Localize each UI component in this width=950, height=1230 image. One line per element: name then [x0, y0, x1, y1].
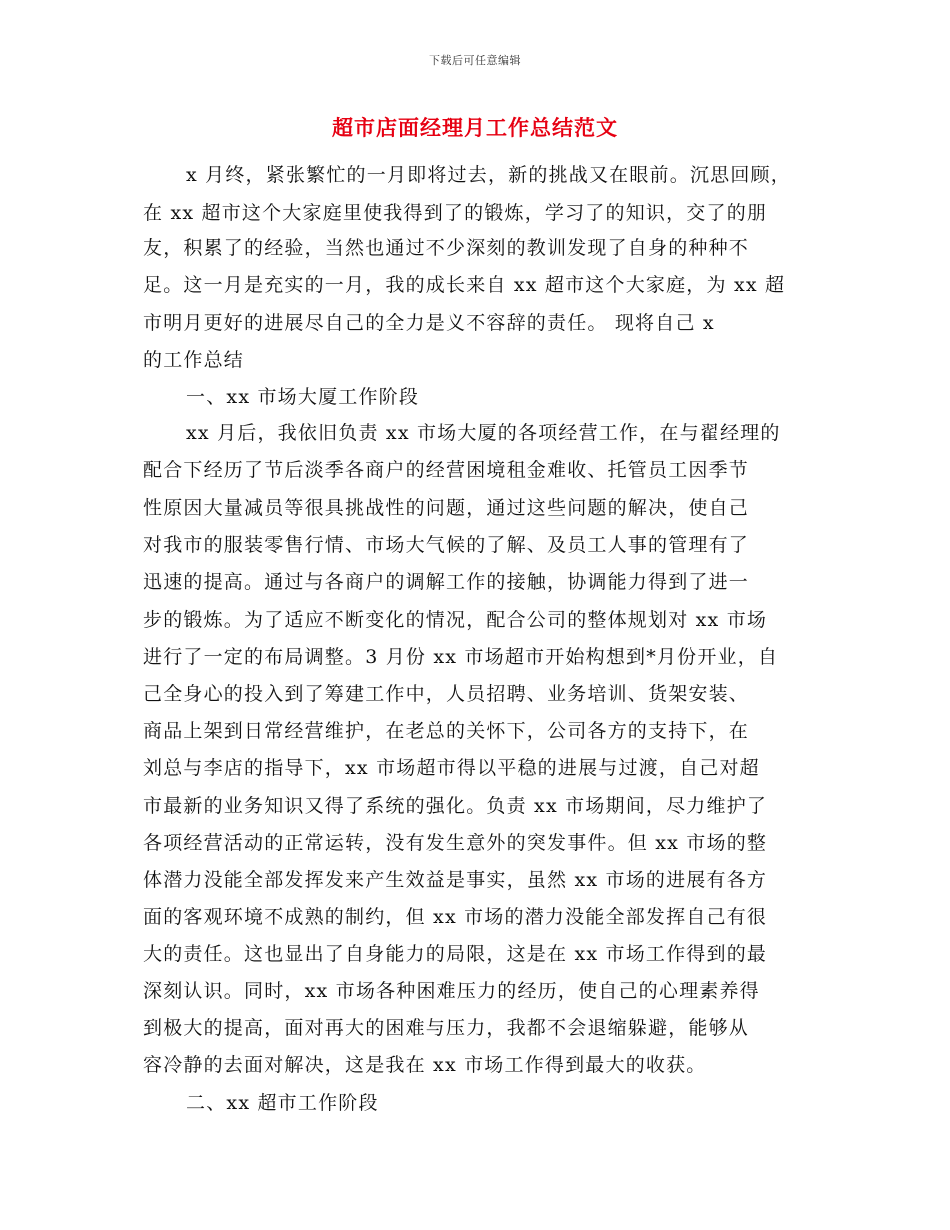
- body-line: 的工作总结: [143, 349, 245, 371]
- body-line: 在 xx 超市这个大家庭里使我得到了的锻炼，学习了的知识，交了的朋: [143, 202, 768, 224]
- section-heading: 二、xx 超市工作阶段: [186, 1092, 379, 1114]
- body-line: 己全身心的投入到了筹建工作中，人员招聘、业务培训、货架安装、: [143, 683, 750, 705]
- document-title: 超市店面经理月工作总结范文: [332, 116, 618, 140]
- header-note: 下载后可任意编辑: [429, 54, 521, 67]
- body-line: 面的客观环境不成熟的制约，但 xx 市场的潜力没能全部发挥自己有很: [143, 906, 768, 928]
- body-line: 市最新的业务知识又得了系统的强化。负责 xx 市场期间，尽力维护了: [143, 795, 768, 817]
- body-line: 各项经营活动的正常运转，没有发生意外的突发事件。但 xx 市场的整: [143, 832, 768, 854]
- body-line: xx 月后，我依旧负责 xx 市场大厦的各项经营工作，在与翟经理的: [186, 422, 781, 444]
- body-line: 体潜力没能全部发挥发来产生效益是事实，虽然 xx 市场的进展有各方: [143, 869, 768, 891]
- body-line: 大的责任。这也显出了自身能力的局限，这是在 xx 市场工作得到的最: [143, 943, 768, 965]
- body-line: 性原因大量减员等很具挑战性的问题，通过这些问题的解决，使自己: [143, 497, 750, 519]
- body-line: 步的锻炼。为了适应不断变化的情况，配合公司的整体规划对 xx 市场: [143, 609, 768, 631]
- body-line: 对我市的服装零售行情、市场大气候的了解、及员工人事的管理有了: [143, 534, 750, 556]
- section-heading: 一、xx 市场大厦工作阶段: [186, 386, 420, 408]
- body-line: 深刻认识。同时，xx 市场各种困难压力的经历，使自己的心理素养得: [143, 980, 760, 1002]
- body-line: 迅速的提高。通过与各商户的调解工作的接触，协调能力得到了进一: [143, 571, 750, 593]
- body-line: 容冷静的去面对解决，这是我在 xx 市场工作得到最大的收获。: [143, 1054, 707, 1076]
- body-line: 进行了一定的布局调整。3 月份 xx 市场超市开始构想到*月份开业，自: [143, 646, 779, 668]
- body-line: 商品上架到日常经营维护，在老总的关怀下，公司各方的支持下，在: [143, 720, 750, 742]
- body-line: 市明月更好的进展尽自己的全力是义不容辞的责任。 现将自己 x: [143, 312, 715, 334]
- body-line: 足。这一月是充实的一月，我的成长来自 xx 超市这个大家庭，为 xx 超: [143, 274, 786, 296]
- body-line: 配合下经历了节后淡季各商户的经营困境租金难收、托管员工因季节: [143, 459, 750, 481]
- body-line: 到极大的提高，面对再大的困难与压力，我都不会退缩躲避，能够从: [143, 1017, 750, 1039]
- body-line: 友，积累了的经验，当然也通过不少深刻的教训发现了自身的种种不: [143, 237, 750, 259]
- body-line: x 月终，紧张繁忙的一月即将过去，新的挑战又在眼前。沉思回顾，: [186, 164, 791, 186]
- body-line: 刘总与李店的指导下，xx 市场超市得以平稳的进展与过渡，自己对超: [143, 757, 760, 779]
